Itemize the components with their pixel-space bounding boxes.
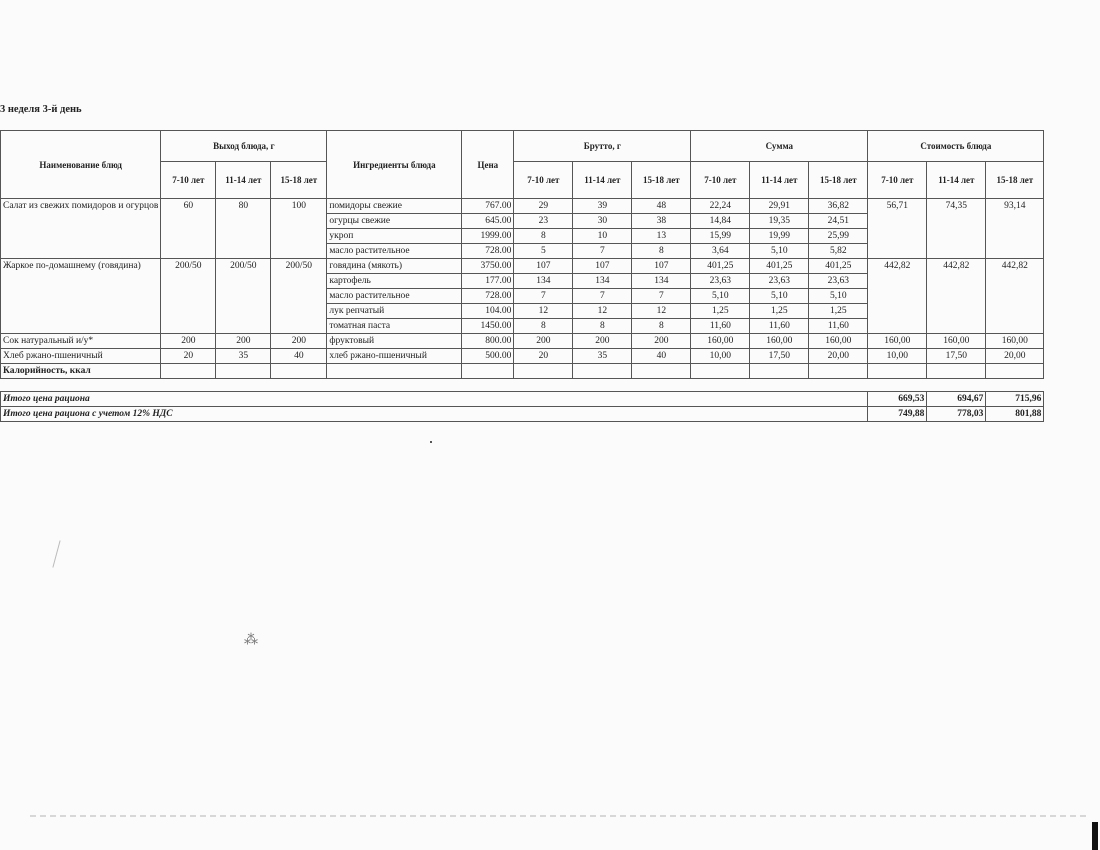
ingredient-name: картофель bbox=[327, 274, 462, 289]
dish-yield: 40 bbox=[271, 349, 327, 364]
dish-cost: 10,00 bbox=[868, 349, 927, 364]
calorie-row bbox=[1, 364, 1044, 379]
ingredient-brutto: 8 bbox=[573, 319, 632, 334]
dish-yield: 200/50 bbox=[161, 259, 216, 334]
ingredient-sum: 15,99 bbox=[691, 229, 750, 244]
ingredient-sum: 19,99 bbox=[750, 229, 809, 244]
age-group-header: 11-14 лет bbox=[573, 162, 632, 199]
ingredient-sum: 19,35 bbox=[750, 214, 809, 229]
ingredient-sum: 11,60 bbox=[691, 319, 750, 334]
dish-name: Хлеб ржано-пшеничный bbox=[1, 349, 161, 364]
ingredient-brutto: 38 bbox=[632, 214, 691, 229]
total-vat-value: 778,03 bbox=[927, 407, 986, 422]
table-row bbox=[1, 349, 1044, 364]
ingredient-brutto: 23 bbox=[514, 214, 573, 229]
total-vat-value: 801,88 bbox=[986, 407, 1044, 422]
header-cost: Стоимость блюда bbox=[868, 131, 1044, 162]
age-group-header: 7-10 лет bbox=[161, 162, 216, 199]
ingredient-price: 728.00 bbox=[462, 289, 514, 304]
dish-name: Сок натуральный и/у* bbox=[1, 334, 161, 349]
ingredient-brutto: 48 bbox=[632, 199, 691, 214]
ingredient-sum: 1,25 bbox=[809, 304, 868, 319]
ingredient-sum: 11,60 bbox=[750, 319, 809, 334]
age-group-header: 15-18 лет bbox=[809, 162, 868, 199]
total-row bbox=[1, 392, 1044, 407]
age-group-header: 7-10 лет bbox=[868, 162, 927, 199]
ingredient-name: говядина (мякоть) bbox=[327, 259, 462, 274]
dish-cost: 442,82 bbox=[986, 259, 1044, 334]
scan-edge-mark bbox=[1092, 822, 1098, 850]
dish-yield: 100 bbox=[271, 199, 327, 259]
ingredient-brutto: 107 bbox=[573, 259, 632, 274]
dish-cost: 160,00 bbox=[986, 334, 1044, 349]
dish-cost: 93,14 bbox=[986, 199, 1044, 259]
dish-cost: 442,82 bbox=[927, 259, 986, 334]
dish-cost: 20,00 bbox=[986, 349, 1044, 364]
dish-yield: 200 bbox=[161, 334, 216, 349]
ingredient-brutto: 200 bbox=[573, 334, 632, 349]
ingredient-sum: 23,63 bbox=[750, 274, 809, 289]
calorie-label: Калорийность, ккал bbox=[1, 364, 161, 379]
age-group-header: 11-14 лет bbox=[750, 162, 809, 199]
ingredient-brutto: 134 bbox=[514, 274, 573, 289]
ingredient-brutto: 35 bbox=[573, 349, 632, 364]
ingredient-price: 3750.00 bbox=[462, 259, 514, 274]
ingredient-sum: 401,25 bbox=[809, 259, 868, 274]
ingredient-sum: 29,91 bbox=[750, 199, 809, 214]
ingredient-name: помидоры свежие bbox=[327, 199, 462, 214]
ingredient-sum: 160,00 bbox=[750, 334, 809, 349]
age-group-header: 11-14 лет bbox=[927, 162, 986, 199]
ingredient-brutto: 40 bbox=[632, 349, 691, 364]
scan-artifact-line bbox=[30, 815, 1090, 817]
dish-name: Салат из свежих помидоров и огурцов bbox=[1, 199, 161, 259]
ingredient-brutto: 7 bbox=[514, 289, 573, 304]
ingredient-sum: 23,63 bbox=[691, 274, 750, 289]
age-group-header: 11-14 лет bbox=[216, 162, 271, 199]
age-group-header: 15-18 лет bbox=[271, 162, 327, 199]
ingredient-brutto: 12 bbox=[514, 304, 573, 319]
header-ingredients: Ингредиенты блюда bbox=[327, 131, 462, 199]
dish-yield: 200 bbox=[271, 334, 327, 349]
menu-body bbox=[1, 199, 1044, 364]
ingredient-sum: 5,10 bbox=[750, 289, 809, 304]
table-row bbox=[1, 259, 1044, 274]
ingredient-price: 645.00 bbox=[462, 214, 514, 229]
ingredient-brutto: 13 bbox=[632, 229, 691, 244]
scan-dot bbox=[430, 441, 432, 443]
total-vat-label: Итого цена рациона с учетом 12% НДС bbox=[1, 407, 868, 422]
dish-yield: 200 bbox=[216, 334, 271, 349]
dish-cost: 160,00 bbox=[927, 334, 986, 349]
ingredient-name: хлеб ржано-пшеничный bbox=[327, 349, 462, 364]
header-sum: Сумма bbox=[691, 131, 868, 162]
ingredient-brutto: 134 bbox=[632, 274, 691, 289]
dish-cost: 442,82 bbox=[868, 259, 927, 334]
ingredient-sum: 401,25 bbox=[691, 259, 750, 274]
ingredient-price: 104.00 bbox=[462, 304, 514, 319]
spacer-row bbox=[1, 379, 1044, 392]
ingredient-name: огурцы свежие bbox=[327, 214, 462, 229]
dish-cost: 17,50 bbox=[927, 349, 986, 364]
ingredient-brutto: 7 bbox=[573, 244, 632, 259]
ingredient-brutto: 30 bbox=[573, 214, 632, 229]
ingredient-brutto: 20 bbox=[514, 349, 573, 364]
dish-cost: 160,00 bbox=[868, 334, 927, 349]
ingredient-sum: 24,51 bbox=[809, 214, 868, 229]
dish-cost: 56,71 bbox=[868, 199, 927, 259]
header-price: Цена bbox=[462, 131, 514, 199]
ingredient-sum: 160,00 bbox=[691, 334, 750, 349]
ingredient-brutto: 8 bbox=[514, 319, 573, 334]
ingredient-name: фруктовый bbox=[327, 334, 462, 349]
ingredient-brutto: 134 bbox=[573, 274, 632, 289]
dish-yield: 80 bbox=[216, 199, 271, 259]
ingredient-sum: 401,25 bbox=[750, 259, 809, 274]
dish-cost: 74,35 bbox=[927, 199, 986, 259]
ingredient-brutto: 39 bbox=[573, 199, 632, 214]
table-row bbox=[1, 199, 1044, 214]
ingredient-sum: 22,24 bbox=[691, 199, 750, 214]
ingredient-price: 1450.00 bbox=[462, 319, 514, 334]
ingredient-sum: 5,82 bbox=[809, 244, 868, 259]
ingredient-name: укроп bbox=[327, 229, 462, 244]
page-heading: 3 неделя 3-й день bbox=[0, 104, 82, 115]
age-group-header: 15-18 лет bbox=[986, 162, 1044, 199]
ingredient-brutto: 8 bbox=[632, 244, 691, 259]
dish-yield: 200/50 bbox=[271, 259, 327, 334]
ingredient-brutto: 8 bbox=[632, 319, 691, 334]
total-vat-row bbox=[1, 407, 1044, 422]
ingredient-brutto: 12 bbox=[632, 304, 691, 319]
ingredient-sum: 5,10 bbox=[750, 244, 809, 259]
ingredient-price: 177.00 bbox=[462, 274, 514, 289]
scan-smudge: ⁂ bbox=[244, 633, 258, 648]
ingredient-sum: 36,82 bbox=[809, 199, 868, 214]
header-dish-name: Наименование блюд bbox=[1, 131, 161, 199]
ingredient-brutto: 200 bbox=[514, 334, 573, 349]
ingredient-brutto: 7 bbox=[573, 289, 632, 304]
ingredient-sum: 1,25 bbox=[691, 304, 750, 319]
ingredient-sum: 5,10 bbox=[809, 289, 868, 304]
ingredient-name: масло растительное bbox=[327, 289, 462, 304]
ingredient-sum: 17,50 bbox=[750, 349, 809, 364]
ingredient-brutto: 7 bbox=[632, 289, 691, 304]
ingredient-brutto: 29 bbox=[514, 199, 573, 214]
total-vat-value: 749,88 bbox=[868, 407, 927, 422]
scan-mark bbox=[52, 540, 60, 567]
menu-cost-table bbox=[0, 130, 1044, 422]
total-value: 669,53 bbox=[868, 392, 927, 407]
age-group-header: 15-18 лет bbox=[632, 162, 691, 199]
ingredient-brutto: 5 bbox=[514, 244, 573, 259]
ingredient-sum: 23,63 bbox=[809, 274, 868, 289]
age-group-header: 7-10 лет bbox=[691, 162, 750, 199]
ingredient-price: 767.00 bbox=[462, 199, 514, 214]
dish-yield: 20 bbox=[161, 349, 216, 364]
ingredient-brutto: 107 bbox=[514, 259, 573, 274]
ingredient-name: масло растительное bbox=[327, 244, 462, 259]
ingredient-sum: 3,64 bbox=[691, 244, 750, 259]
ingredient-price: 800.00 bbox=[462, 334, 514, 349]
dish-yield: 60 bbox=[161, 199, 216, 259]
ingredient-brutto: 10 bbox=[573, 229, 632, 244]
ingredient-name: томатная паста bbox=[327, 319, 462, 334]
dish-name: Жаркое по-домашнему (говядина) bbox=[1, 259, 161, 334]
total-value: 694,67 bbox=[927, 392, 986, 407]
ingredient-sum: 25,99 bbox=[809, 229, 868, 244]
total-label: Итого цена рациона bbox=[1, 392, 868, 407]
ingredient-sum: 14,84 bbox=[691, 214, 750, 229]
ingredient-sum: 5,10 bbox=[691, 289, 750, 304]
dish-yield: 35 bbox=[216, 349, 271, 364]
ingredient-price: 728.00 bbox=[462, 244, 514, 259]
header-yield: Выход блюда, г bbox=[161, 131, 327, 162]
ingredient-brutto: 200 bbox=[632, 334, 691, 349]
ingredient-price: 1999.00 bbox=[462, 229, 514, 244]
ingredient-brutto: 8 bbox=[514, 229, 573, 244]
ingredient-price: 500.00 bbox=[462, 349, 514, 364]
total-value: 715,96 bbox=[986, 392, 1044, 407]
ingredient-sum: 20,00 bbox=[809, 349, 868, 364]
ingredient-sum: 160,00 bbox=[809, 334, 868, 349]
ingredient-name: лук репчатый bbox=[327, 304, 462, 319]
header-brutto: Брутто, г bbox=[514, 131, 691, 162]
dish-yield: 200/50 bbox=[216, 259, 271, 334]
ingredient-sum: 1,25 bbox=[750, 304, 809, 319]
ingredient-brutto: 107 bbox=[632, 259, 691, 274]
ingredient-brutto: 12 bbox=[573, 304, 632, 319]
table-row bbox=[1, 334, 1044, 349]
age-group-header: 7-10 лет bbox=[514, 162, 573, 199]
ingredient-sum: 10,00 bbox=[691, 349, 750, 364]
ingredient-sum: 11,60 bbox=[809, 319, 868, 334]
